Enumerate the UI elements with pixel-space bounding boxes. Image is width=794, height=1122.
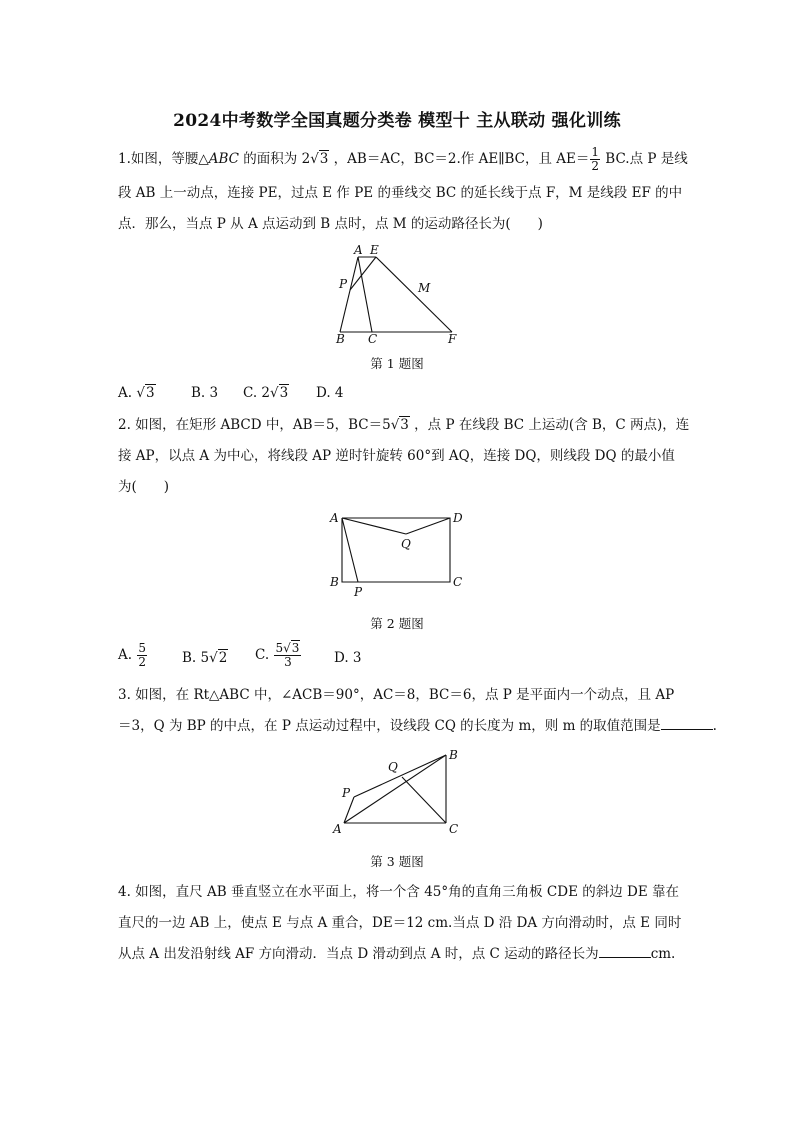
fraction-denominator: 2	[591, 159, 599, 173]
q2-caption: 第 2 题图	[370, 616, 424, 631]
q1-option-b: B. 3	[191, 385, 219, 401]
q3-label-p: P	[342, 786, 351, 800]
q3-label-q: Q	[388, 760, 398, 774]
q1-option-d: D. 4	[316, 385, 344, 401]
q1-caption: 第 1 题图	[370, 356, 424, 371]
q1-triangle-name: ABC	[208, 151, 240, 167]
option-label: C. 2	[243, 385, 271, 401]
q2-label-a: A	[330, 511, 339, 525]
sqrt-icon: √	[310, 151, 319, 167]
q2-line-3: 为( )	[118, 479, 170, 495]
q1-text: 1.如图，等腰△	[118, 151, 209, 167]
q4-line-3	[118, 945, 675, 963]
q1-label-p: P	[339, 277, 348, 291]
sqrt-icon: √	[209, 650, 218, 666]
q1-label-e: E	[370, 243, 379, 257]
q1-line-2: 段 AB 上一动点，连接 PE，过点 E 作 PE 的垂线交 BC 的延长线于点 F，M 是线段 EF 的中	[118, 185, 683, 201]
q1-text: ，AB＝AC，BC＝2.作 AE∥BC，且 AE＝	[329, 151, 590, 167]
q1-line-1	[118, 146, 688, 173]
fraction-numerator: 1	[591, 145, 599, 159]
q2-label-c: C	[453, 575, 463, 589]
option-label: C.	[255, 647, 274, 663]
sqrt-icon: √	[136, 385, 145, 401]
q3-figure	[330, 745, 466, 841]
q3-caption: 第 3 题图	[370, 854, 424, 869]
q2-figure	[326, 508, 470, 600]
q1-label-a: A	[354, 243, 363, 257]
answer-blank[interactable]	[661, 717, 713, 730]
q2-line-2: 接 AP，以点 A 为中心，将线段 AP 逆时针旋转 60°到 AQ，连接 DQ，则线段 DQ 的最小值	[118, 448, 675, 464]
sqrt-icon: √	[283, 641, 291, 655]
option-radicand: 3	[279, 385, 289, 401]
q4-line-1: 4. 如图，直尺 AB 垂直竖立在水平面上，将一个含 45°角的直角三角板 CDE 的斜边 DE 靠在	[118, 884, 679, 900]
q4-line-2: 直尺的一边 AB 上，使点 E 与点 A 重合，DE＝12 cm.当点 D 沿 DA 方向滑动时，点 E 同时	[118, 915, 682, 931]
q2-label-b: B	[330, 575, 339, 589]
q1-text: BC.点 P 是线	[600, 151, 688, 167]
q2-label-d: D	[453, 511, 463, 525]
q1-label-c: C	[368, 332, 378, 344]
q3-text: .	[712, 718, 717, 734]
q2-option-c	[255, 642, 302, 669]
option-label: A.	[118, 385, 137, 401]
answer-blank[interactable]	[599, 945, 651, 958]
q3-label-a: A	[333, 822, 342, 836]
q2-text: 2. 如图，在矩形 ABCD 中，AB＝5，BC＝5	[118, 417, 391, 433]
page-title: 2024中考数学全国真题分类卷 模型十 主从联动 强化训练	[173, 111, 621, 131]
q1-option-c	[243, 385, 289, 401]
option-radicand: 2	[218, 650, 228, 666]
q2-line-1	[118, 416, 689, 434]
numerator-radicand: 3	[291, 641, 300, 655]
q1-option-a	[118, 385, 156, 401]
option-fraction	[274, 642, 301, 669]
q2-option-a	[118, 642, 148, 669]
q3-label-c: C	[449, 822, 459, 836]
fraction-denominator: 2	[138, 655, 146, 669]
option-fraction	[137, 642, 147, 669]
q3-text: ＝3，Q 为 BP 的中点，在 P 点运动过程中，设线段 CQ 的长度为 m，则 m 的取值范围是	[118, 718, 661, 734]
q2-option-d: D. 3	[334, 650, 362, 666]
q1-figure	[330, 242, 470, 344]
q2-label-q: Q	[401, 537, 411, 551]
q1-fraction	[590, 146, 600, 173]
q2-radicand: 3	[400, 417, 409, 433]
q2-option-b	[182, 650, 228, 666]
q3-line-1: 3. 如图，在 Rt△ABC 中，∠ACB＝90°，AC＝8，BC＝6，点 P 是平面内一个动点，且 AP	[118, 687, 675, 703]
fraction-denominator: 3	[284, 655, 292, 669]
numerator-coefficient: 5	[275, 641, 284, 655]
q1-radicand: 3	[319, 151, 329, 167]
q4-text: 从点 A 出发沿射线 AF 方向滑动．当点 D 滑动到点 A 时，点 C 运动的路径长为	[118, 946, 599, 962]
q1-label-f: F	[448, 332, 457, 344]
q2-label-p: P	[354, 585, 363, 599]
q3-label-b: B	[449, 748, 458, 762]
fraction-numerator	[274, 642, 301, 656]
q1-label-m: M	[418, 281, 431, 295]
sqrt-icon: √	[390, 417, 400, 433]
option-label: A.	[118, 647, 137, 663]
q2-text: ，点 P 在线段 BC 上运动(含 B，C 两点)，连	[409, 417, 690, 433]
q1-label-b: B	[336, 332, 345, 344]
option-label: B. 5	[182, 650, 210, 666]
fraction-numerator: 5	[138, 641, 146, 655]
q3-line-2	[118, 717, 717, 735]
q1-line-3: 点．那么，当点 P 从 A 点运动到 B 点时，点 M 的运动路径长为( )	[118, 216, 543, 232]
option-radicand: 3	[145, 385, 155, 401]
sqrt-icon: √	[270, 385, 279, 401]
q4-text: cm.	[650, 946, 676, 962]
q1-text: 的面积为 2	[239, 151, 311, 167]
